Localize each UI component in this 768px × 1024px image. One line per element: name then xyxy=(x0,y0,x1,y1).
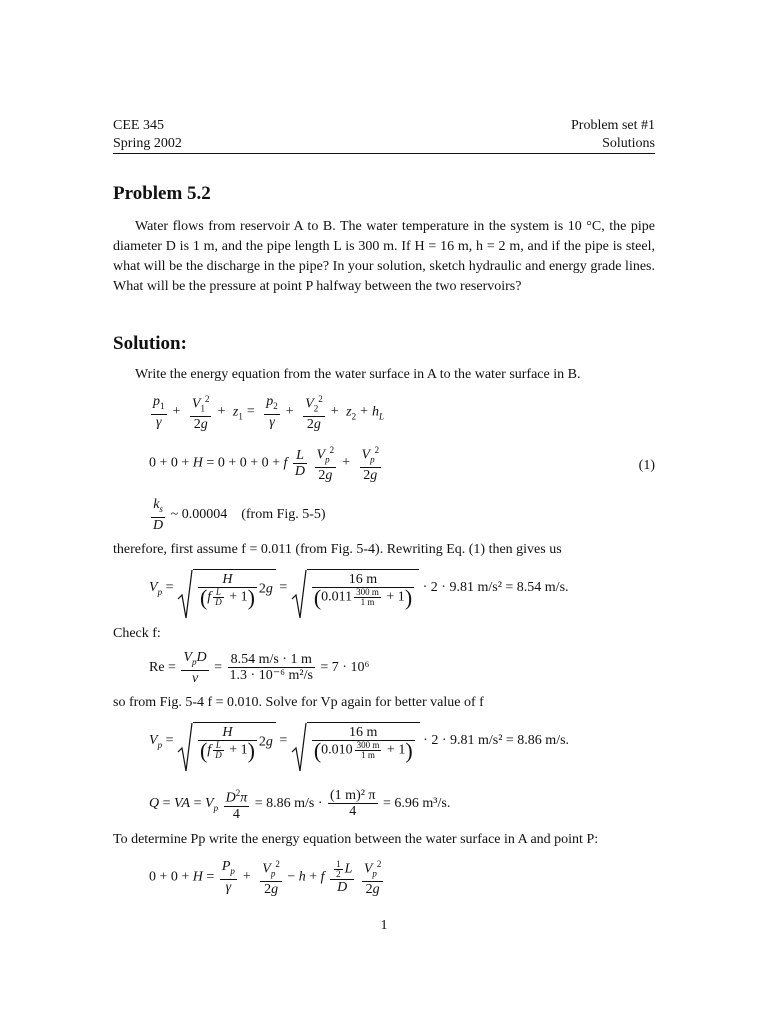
document-page xyxy=(113,0,655,1024)
roughness-source: (from Fig. 5-5) xyxy=(241,507,326,523)
check-text: Check f: xyxy=(113,626,161,641)
velocity-equation-1: $V_p$ = H (f $\frac{L}{D}$ + 1) 2g = 16 m (0.011 $\frac{300 m}{1 m}$ + 1) · 2 · 9.81 m/s² = 8.54 m/s. xyxy=(149,569,569,607)
roughness-ratio: $\frac{k_s}{D}$ ~ 0.00004 (from Fig. 5-5) xyxy=(153,497,326,533)
doc-type-label: Solutions xyxy=(602,136,655,151)
energy-equation: $\frac{p_1}{\gamma}$ + $\frac{V_1^2}{2g}$ + $z_1$ = $\frac{p_2}{\gamma}$ + $\frac{V_2^2}{2g}$ + $z_2 + h_L$ xyxy=(153,394,384,433)
equation-1: 0 + 0 + H = 0 + 0 + 0 + f $\frac{L}{D}$ $\frac{V_p^2}{2g}$ + $\frac{V_p^2}{2g}$ xyxy=(149,445,380,484)
velocity-result-2: · 2 · 9.81 m/s² = 8.86 m/s. xyxy=(423,733,570,749)
term-label: Spring 2002 xyxy=(113,136,182,151)
problem-statement: Water flows from reservoir A to B. The water temperature in the system is 10 °C, the pipe diameter D is 1 m, and the pipe length L is 300 m. If H = 16 m, h = 2 m, and if the pipe is steel, what will be the discharge in the pipe? In your solution, sketch hydraulic and energy grade lines. What will be the pressure at point P halfway between the two reservoirs? xyxy=(113,219,655,294)
pressure-equation: 0 + 0 + H = $\frac{P_p}{\gamma}$ + $\frac{V_p^2}{2g}$ − h + f $\frac{1}{2}$ L D $\frac{V_p^2}{2g}$ xyxy=(149,858,382,898)
reynolds-equation: Re = $V_pD$ ν = $\frac{8.54 m/s \cdot 1 m}{\text{1.3 · 10⁻⁶ m²/s}}$ = 7 · 10⁶ xyxy=(149,650,370,686)
discharge-equation: Q = VA = $V_p$ $\frac{D^2\pi}{4}$ = 8.86 m/s · $\frac{\text{(1 m)² π}}{4}$ = 6.96 m³/s. xyxy=(149,788,451,822)
solution-title: Solution: xyxy=(113,333,187,354)
page-number: 1 xyxy=(380,918,388,933)
second-iteration-text: so from Fig. 5-4 f = 0.010. Solve for Vp again for better value of f xyxy=(113,695,484,710)
reynolds-result: = 7 · 10⁶ xyxy=(320,660,370,676)
problem-set-label: Problem set #1 xyxy=(571,118,655,133)
pressure-intro: To determine Pp write the energy equation between the water surface in A and point P: xyxy=(113,832,599,847)
roughness-value: ~ 0.00004 xyxy=(170,507,228,523)
problem-title: Problem 5.2 xyxy=(113,183,211,204)
solution-intro: Write the energy equation from the water surface in A to the water surface in B. xyxy=(135,367,581,382)
velocity-equation-2: $V_p$ = H (f $\frac{L}{D}$ + 1) 2g = 16 m (0.010 $\frac{300 m}{1 m}$ + 1) · 2 · 9.81 m/s² = 8.86 m/s. xyxy=(149,722,569,760)
assume-text: therefore, first assume f = 0.011 (from Fig. 5-4). Rewriting Eq. (1) then gives us xyxy=(113,542,562,557)
course-code: CEE 345 xyxy=(113,118,164,133)
velocity-result-1: · 2 · 9.81 m/s² = 8.54 m/s. xyxy=(422,580,569,596)
discharge-result: = 6.96 m³/s. xyxy=(383,796,451,812)
equation-number: (1) xyxy=(638,458,655,473)
header-rule xyxy=(113,153,655,154)
